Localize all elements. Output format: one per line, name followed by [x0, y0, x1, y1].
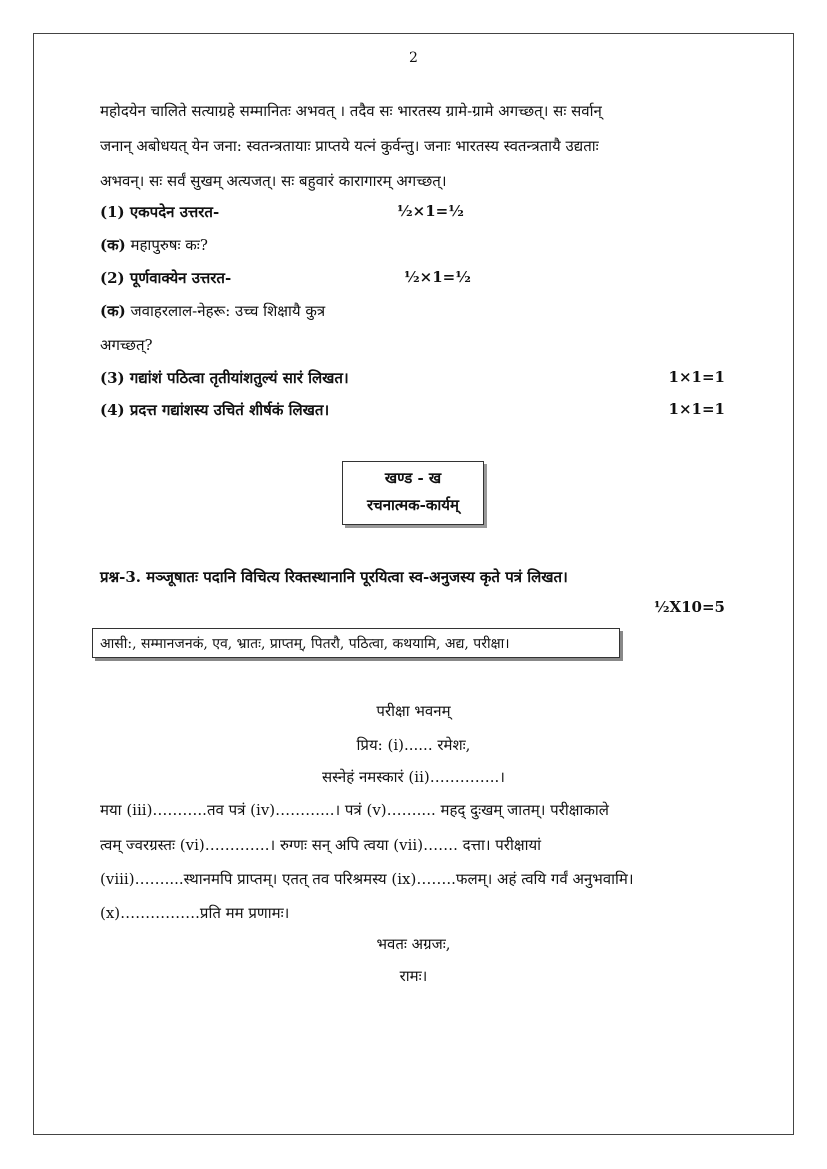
passage-line-3: अभवन्। सः सर्वं सुखम् अत्यजत्। सः बहुवारं कारागारम् अगच्छत्।: [100, 172, 447, 190]
question-2-label: (2) पूर्णवाक्येन उत्तरत-: [100, 269, 232, 287]
letter-body-line-2: त्वम् ज्वरग्रस्तः (vi)………….। रुग्णः सन् अपि त्वया (vii)……. दत्ता। परीक्षायां: [100, 836, 542, 854]
question-3-text: (3) गद्यांशं पठित्वा तृतीयांशतुल्यं सारं लिखत।: [100, 369, 349, 387]
question-2a-text: जवाहरलाल-नेहरू: उच्च शिक्षायै कुत्र: [130, 302, 326, 320]
letter-salutation: प्रिय: (i)...... रमेशः,: [356, 736, 471, 754]
section-header-box: [342, 461, 484, 525]
question-1-marks: ½×1=½: [397, 202, 464, 220]
question-1a: [100, 235, 208, 255]
question-2a-continued: अगच्छत्?: [100, 336, 153, 354]
question-4-text: (4) प्रदत्त गद्यांशस्य उचितं शीर्षकं लिखत।: [100, 401, 330, 419]
question-1a-text: महापुरुषः कः?: [130, 236, 208, 254]
letter-address: परीक्षा भवनम्: [376, 702, 451, 720]
passage-line-1: महोदयेन चालिते सत्याग्रहे सम्मानितः अभवत् । तदैव सः भारतस्य ग्रामे-ग्रामे अगच्छत्। सः सर्वान्: [100, 102, 602, 120]
question-3-section-b: प्रश्न-3. मञ्जूषातः पदानि विचित्य रिक्तस्थानानि पूरयित्वा स्व-अनुजस्य कृते पत्रं लिखत।: [100, 568, 568, 586]
question-4-marks: 1×1=1: [668, 400, 725, 418]
question-1a-prefix: (क): [100, 236, 126, 254]
question-3-section-b-marks: ½X10=5: [653, 598, 725, 616]
passage-line-2: जनान् अबोधयत् येन जना: स्वतन्त्रतायाः प्राप्तये यत्नं कुर्वन्तु। जनाः भारतस्य स्वतन्त्रतायै उद्यताः: [100, 137, 599, 155]
letter-body-line-4: (x)…………….प्रति मम प्रणामः।: [100, 904, 290, 922]
section-title: खण्ड - ख: [384, 469, 442, 487]
question-2a-prefix: (क): [100, 302, 126, 320]
question-2-marks: ½×1=½: [404, 268, 471, 286]
question-3-marks: 1×1=1: [668, 368, 725, 386]
question-2a: [100, 301, 325, 321]
question-1-label: (1) एकपदेन उत्तरत-: [100, 203, 220, 221]
word-box: आसी:, सम्मानजनकं, एव, भ्रातः, प्राप्तम्, पितरौ, पठित्वा, कथयामि, अद्य, परीक्षा।: [92, 628, 620, 658]
letter-greeting: सस्नेहं नमस्कारं (ii)…………..।: [322, 768, 505, 786]
letter-signature: रामः।: [399, 967, 428, 985]
letter-body-line-3: (viii)……....स्थानमपि प्राप्तम्। एतत् तव परिश्रमस्य (ix)……..फलम्। अहं त्वयि गर्वं अनुभवामि।: [100, 870, 634, 888]
letter-closing: भवतः अग्रजः,: [376, 935, 451, 953]
page-number: 2: [409, 50, 418, 66]
section-subtitle: रचनात्मक-कार्यम्: [367, 496, 459, 514]
letter-body-line-1: मया (iii)………..तव पत्रं (iv)………...। पत्रं (v)…….... महद् दुःखम् जातम्। परीक्षाकाले: [100, 801, 609, 819]
